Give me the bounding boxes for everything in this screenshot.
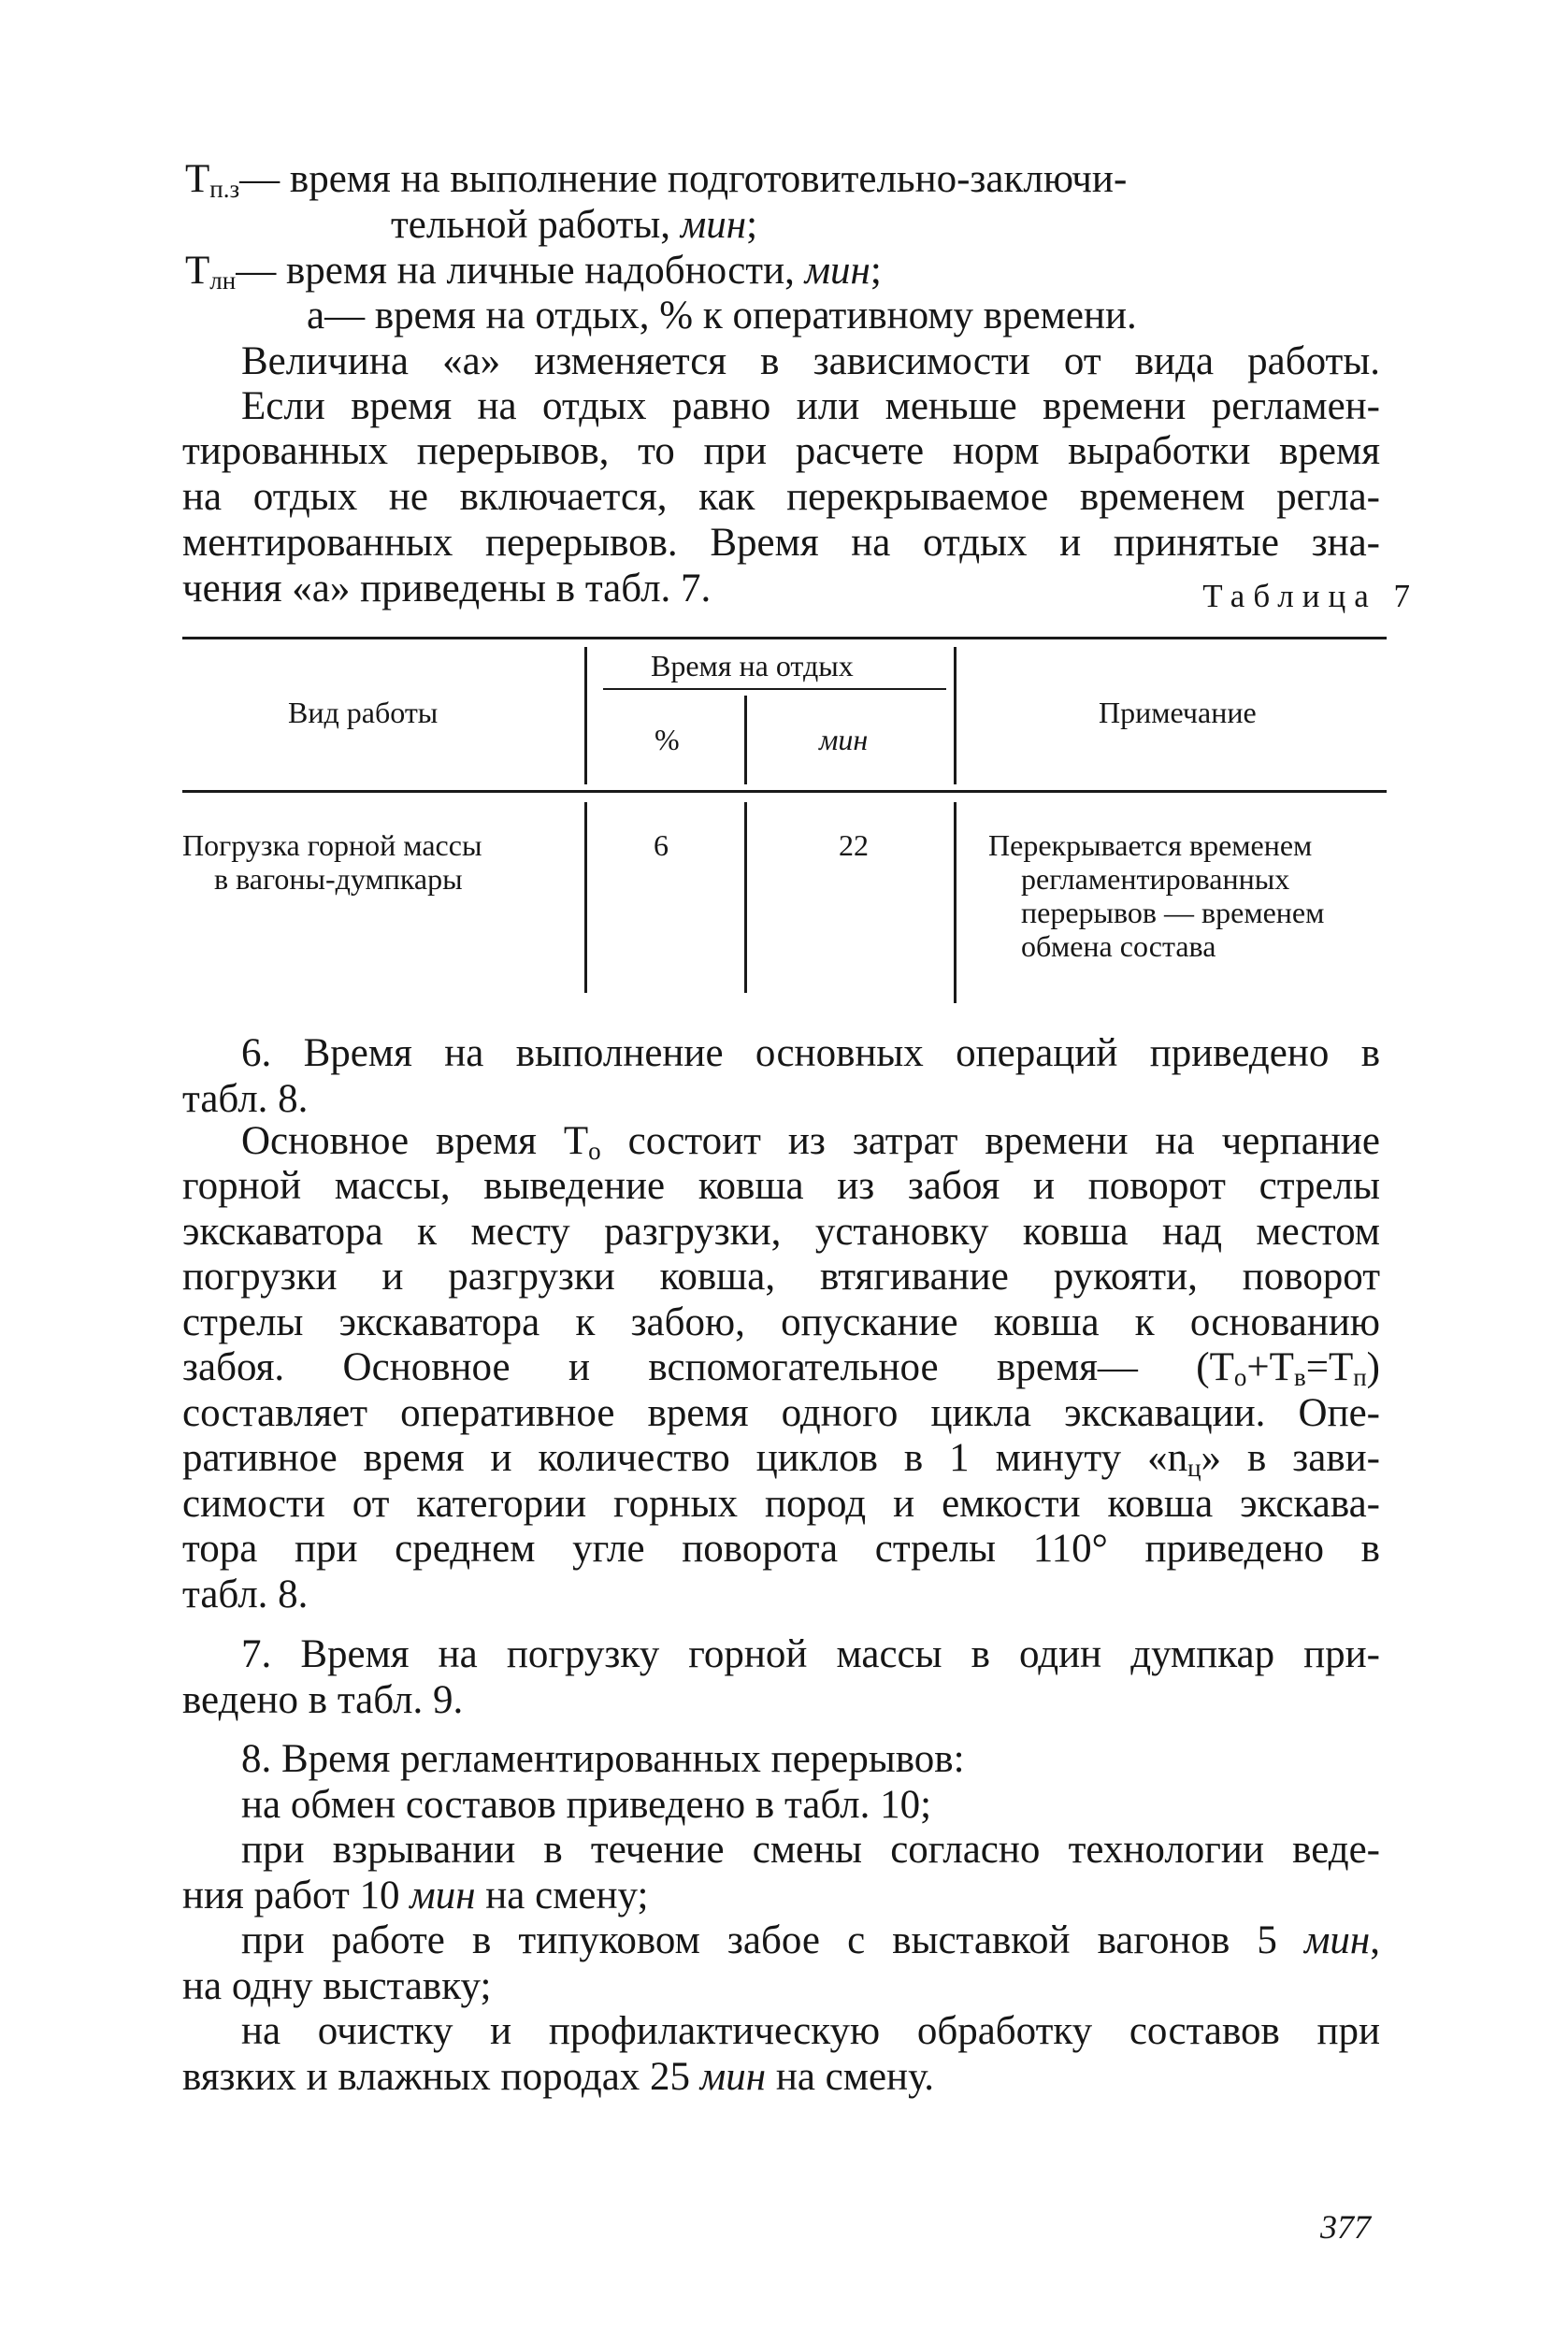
column-divider <box>584 647 587 784</box>
paragraph-2-line: Основное время $Т_о$ состоит из затрат времени на черпание <box>241 1119 1380 1165</box>
paragraph-1-line: чения «а» приведены в табл. 7. <box>182 567 712 610</box>
column-divider <box>744 696 747 784</box>
item-7-line: 7. Время на погрузку горной массы в один думпкар при- <box>241 1632 1380 1676</box>
page-number: 377 <box>1320 2208 1371 2246</box>
header-percent: % <box>655 723 680 756</box>
item-8-line: 8. Время регламентированных перерывов: <box>241 1737 965 1781</box>
item-8-line: на обмен составов приведено в табл. 10; <box>241 1783 932 1827</box>
paragraph-2-line: горной массы, выведение ковша из забоя и поворот стрелы <box>182 1164 1380 1208</box>
paragraph-1-line: тированных перерывов, то при расчете норм выработки время <box>182 429 1380 473</box>
header-work-type: Вид работы <box>288 696 439 729</box>
cell-minutes: 22 <box>839 828 869 862</box>
cell-percent: 6 <box>654 828 669 862</box>
paragraph-2-line: забоя. Основное и вспомогательное время— $(Т_о+Т_в=Т_п)$ <box>182 1345 1380 1391</box>
item-8-line: при работе в типуковом забое с выставкой вагонов 5 мин, <box>241 1918 1380 1962</box>
item-6-line: табл. 8. <box>182 1077 309 1121</box>
header-rest-time: Время на отдых <box>651 649 854 682</box>
paragraph-1-line: на отдых не включается, как перекрываемое временем регла- <box>182 475 1380 519</box>
paragraph-1-line: ментированных перерывов. Время на отдых и принятые зна- <box>182 521 1380 565</box>
header-minutes: мин <box>819 723 869 756</box>
cell-note: обмена состава <box>1021 929 1216 963</box>
cell-note: перерывов — временем <box>1021 896 1325 929</box>
table-caption: Таблица 7 <box>1202 578 1418 614</box>
item-8-line: на очистку и профилактическую обработку составов при <box>241 2009 1380 2053</box>
rest-time-underline <box>603 688 946 690</box>
column-divider <box>954 802 957 1003</box>
paragraph-1-line: Если время на отдых равно или меньше времени регламен- <box>241 384 1380 428</box>
item-7-line: ведено в табл. 9. <box>182 1678 464 1722</box>
definition-t-pz-cont: тельной работы, мин; <box>391 203 758 247</box>
column-divider <box>954 647 957 784</box>
paragraph-2-line: табл. 8. <box>182 1573 309 1616</box>
item-8-line: при взрывании в течение смены согласно технологии веде- <box>241 1828 1380 1872</box>
table-header-rule <box>182 790 1387 793</box>
paragraph-2-line: ративное время и количество циклов в 1 минуту «$n_ц$» в зави- <box>182 1436 1380 1482</box>
column-divider <box>744 802 747 993</box>
definition-a: а— время на отдых, % к оперативному времени. <box>307 294 1137 338</box>
paragraph-2-line: экскаватора к месту разгрузки, установку ковша над местом <box>182 1210 1380 1254</box>
cell-note: регламентированных <box>1021 862 1290 896</box>
definition-t-ln: $Т_{лн}—$ время на личные надобности, мин; <box>185 249 882 294</box>
table-top-rule <box>182 637 1387 639</box>
item-8-line: на одну выставку; <box>182 1964 492 2008</box>
cell-note: Перекрывается временем <box>988 828 1313 862</box>
cell-work-type: в вагоны-думпкары <box>214 862 463 896</box>
paragraph-2-line: погрузки и разгрузки ковша, втягивание рукояти, поворот <box>182 1255 1380 1299</box>
cell-work-type: Погрузка горной массы <box>182 828 482 862</box>
header-note: Примечание <box>1099 696 1257 729</box>
item-8-line: ния работ 10 мин на смену; <box>182 1874 649 1917</box>
item-8-line: вязких и влажных породах 25 мин на смену. <box>182 2055 935 2099</box>
paragraph-2-line: тора при среднем угле поворота стрелы 110° приведено в <box>182 1527 1380 1571</box>
paragraph-1-line: Величина «а» изменяется в зависимости от вида работы. <box>241 339 1380 383</box>
definition-t-pz: $Т_{п.з}—$ время на выполнение подготовительно-заключи- <box>185 157 1128 203</box>
paragraph-2-line: стрелы экскаватора к забою, опускание ковша к основанию <box>182 1300 1380 1344</box>
paragraph-2-line: симости от категории горных пород и емкости ковша экскава- <box>182 1482 1380 1526</box>
paragraph-2-line: составляет оперативное время одного цикла экскавации. Опе- <box>182 1391 1380 1435</box>
item-6-line: 6. Время на выполнение основных операций приведено в <box>241 1031 1380 1075</box>
column-divider <box>584 802 587 993</box>
